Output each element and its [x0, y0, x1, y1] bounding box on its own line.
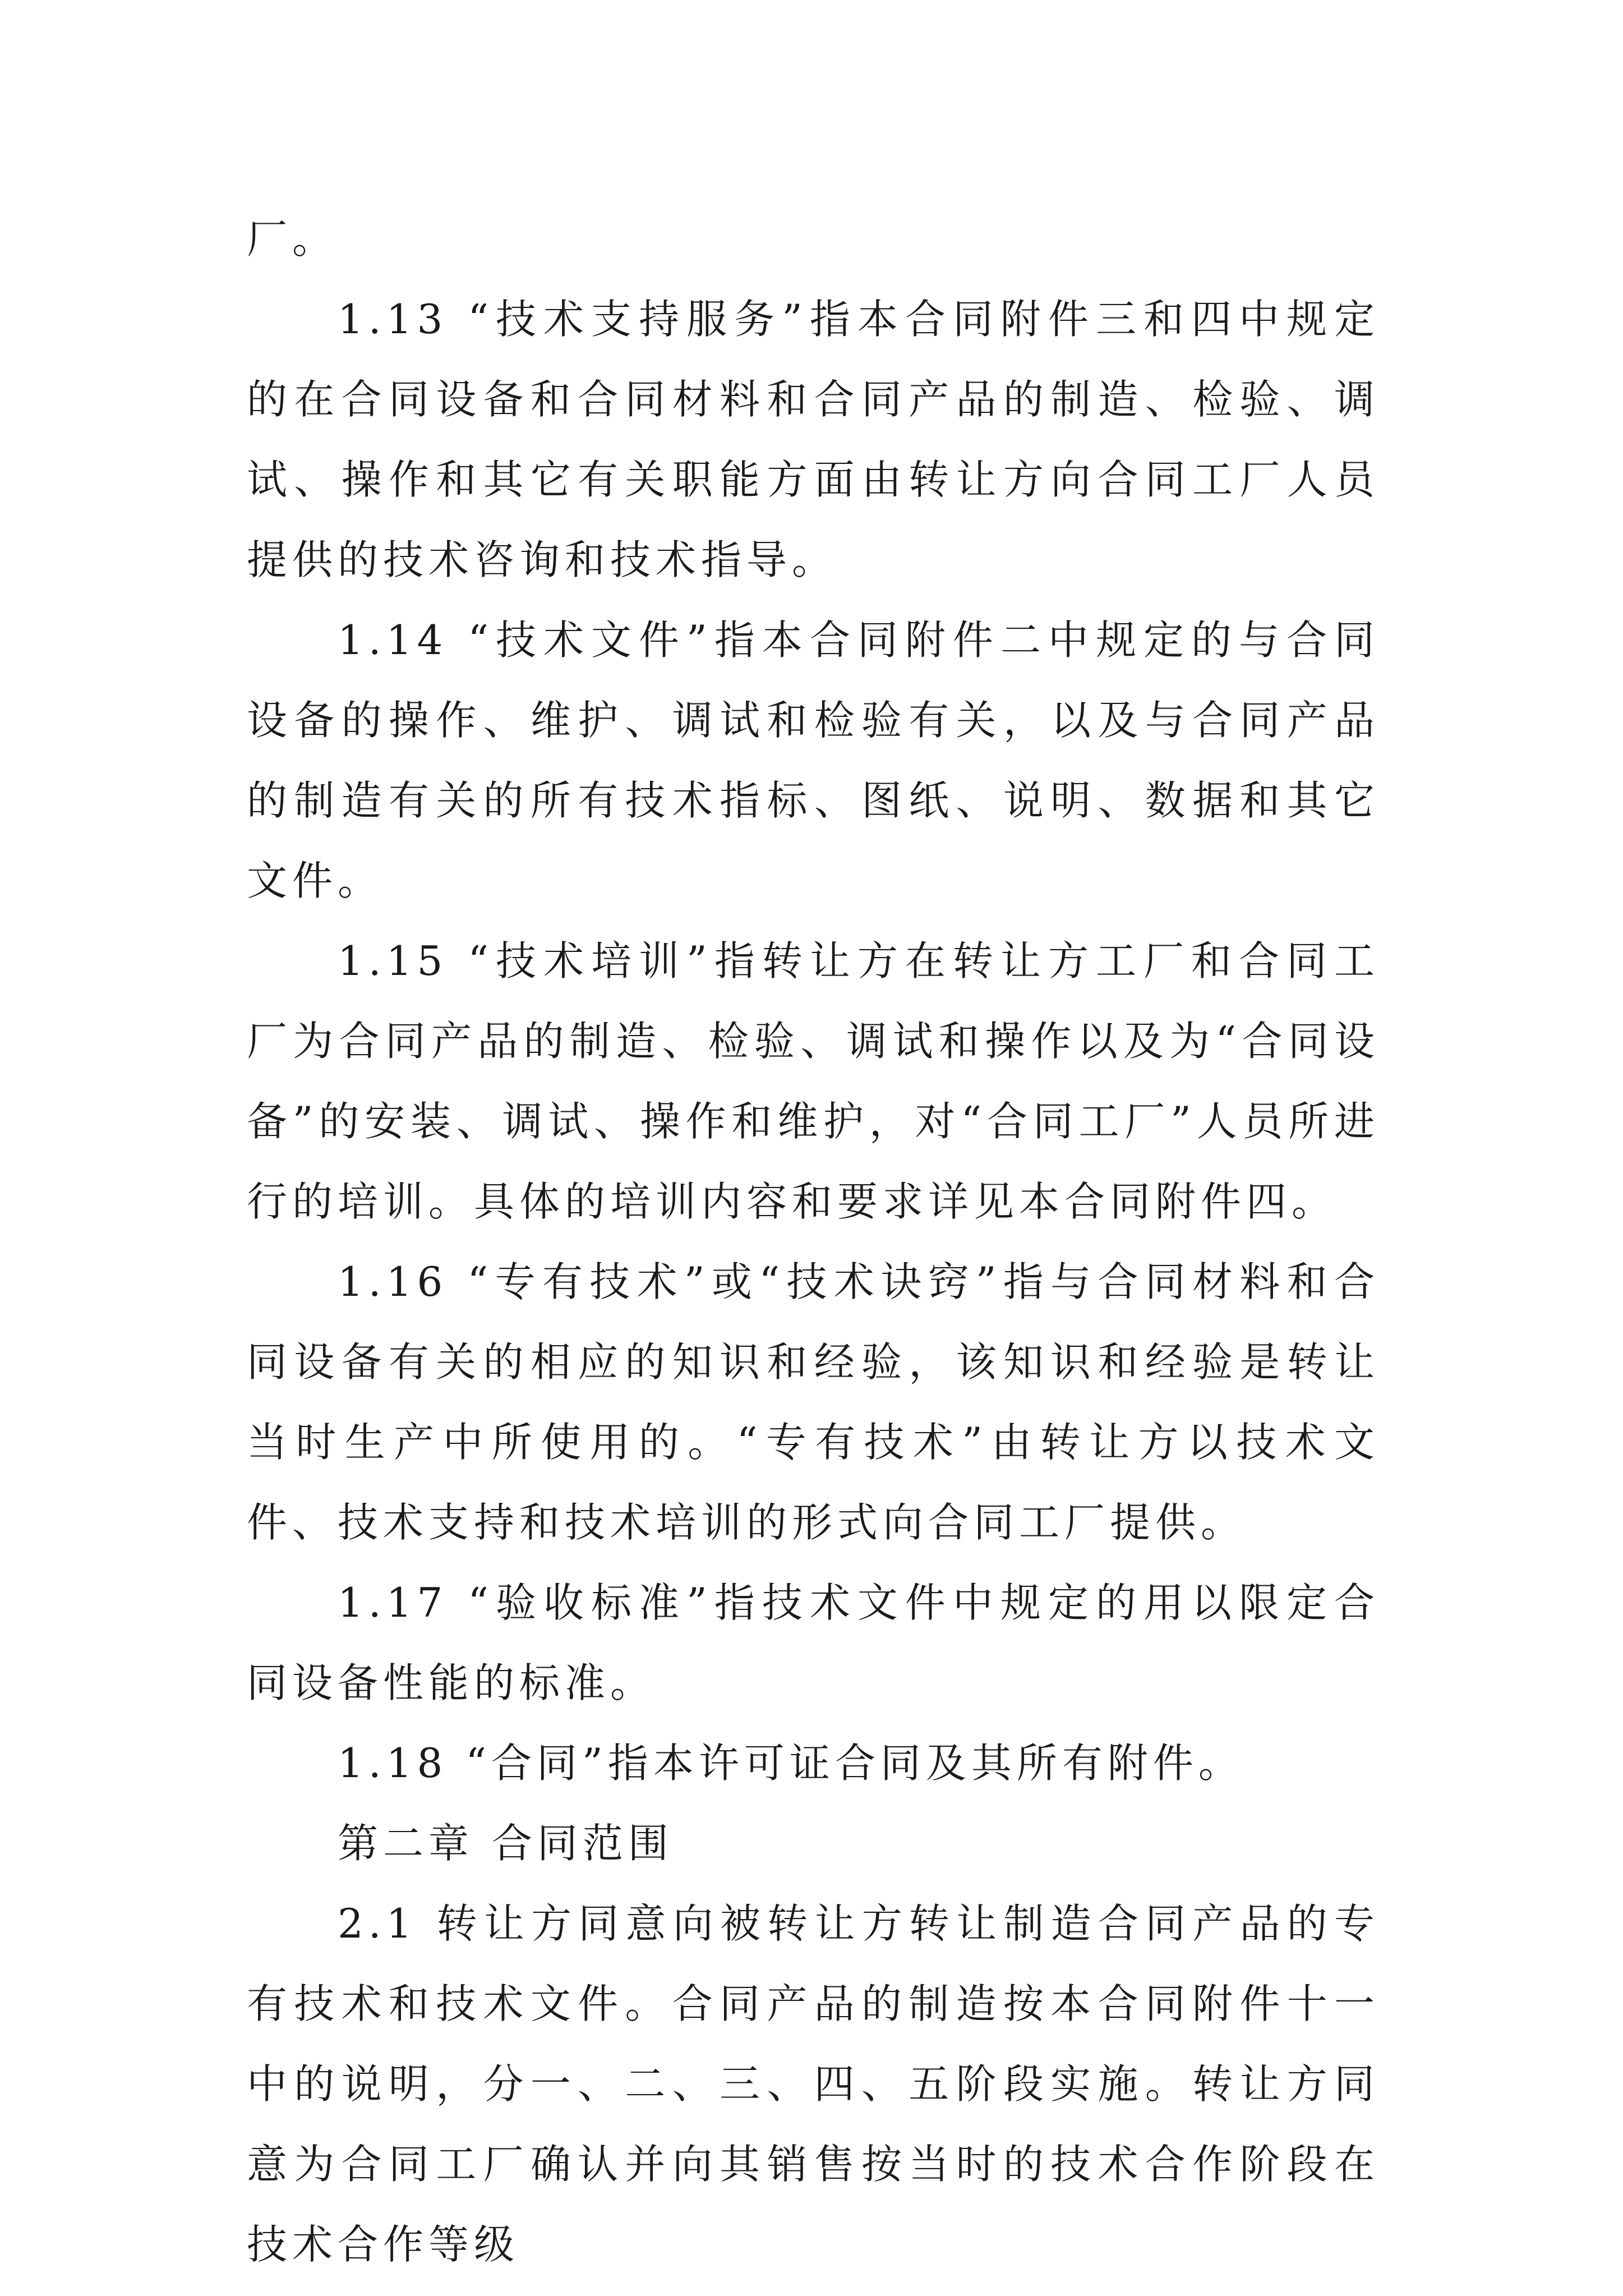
paragraph-2-1-scope: 2.1 转让方同意向被转让方转让制造合同产品的专有技术和技术文件。合同产品的制造按本合同附件十一中的说明，分一、二、三、四、五阶段实施。转让方同意为合同工厂确认并向其销售按当时的技术合作阶段在技术合作等级 [247, 1900, 1380, 2268]
paragraph-continuation: 厂。 [247, 215, 338, 263]
paragraph-1-18-contract: 1.18 “合同”指本许可证合同及其所有附件。 [338, 1740, 1244, 1787]
chapter-heading-scope: 第二章 合同范围 [338, 1820, 674, 1867]
document-body [247, 199, 1380, 2285]
paragraph-1-14-technical-documents: 1.14 “技术文件”指本合同附件二中规定的与合同设备的操作、维护、调试和检验有关，以及与合同产品的制造有关的所有技术指标、图纸、说明、数据和其它文件。 [247, 616, 1380, 904]
paragraph-1-17-acceptance-standard: 1.17 “验收标准”指技术文件中规定的用以限定合同设备性能的标准。 [247, 1579, 1380, 1706]
paragraph-1-13-technical-support: 1.13 “技术支持服务”指本合同附件三和四中规定的在合同设备和合同材料和合同产品的制造、检验、调试、操作和其它有关职能方面由转让方向合同工厂人员提供的技术咨询和技术指导。 [247, 296, 1380, 583]
paragraph-1-15-technical-training: 1.15 “技术培训”指转让方在转让方工厂和合同工厂为合同产品的制造、检验、调试和操作以及为“合同设备”的安装、调试、操作和维护，对“合同工厂”人员所进行的培训。具体的培训内容和要求详见本合同附件四。 [247, 937, 1380, 1225]
paragraph-1-16-know-how: 1.16 “专有技术”或“技术诀窍”指与合同材料和合同设备有关的相应的知识和经验，该知识和经验是转让当时生产中所使用的。“专有技术”由转让方以技术文件、技术支持和技术培训的形式向合同工厂提供。 [247, 1258, 1380, 1546]
